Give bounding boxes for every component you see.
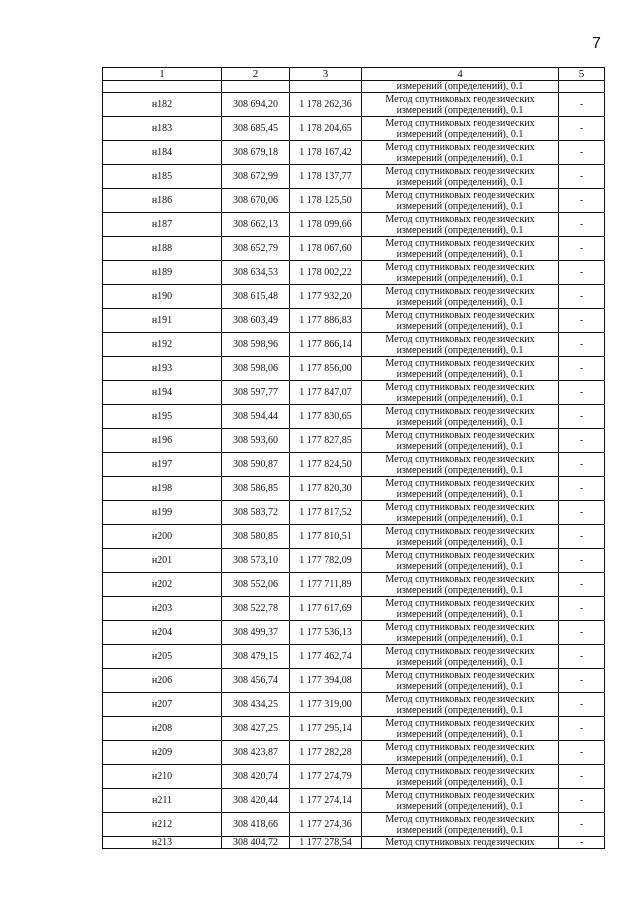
note-cell: - xyxy=(559,477,605,501)
x-coordinate-cell: 308 420,44 xyxy=(222,789,290,813)
method-cell: Метод спутниковых геодезических измерений (определений), 0.1 xyxy=(362,573,559,597)
point-cell: н199 xyxy=(103,501,222,525)
point-cell: н202 xyxy=(103,573,222,597)
point-cell: н196 xyxy=(103,429,222,453)
y-coordinate-cell: 1 178 204,65 xyxy=(290,117,362,141)
note-cell: - xyxy=(559,717,605,741)
method-cell: Метод спутниковых геодезических измерений (определений), 0.1 xyxy=(362,165,559,189)
table-row xyxy=(103,117,605,141)
note-cell: - xyxy=(559,237,605,261)
y-coordinate-cell: 1 177 847,07 xyxy=(290,381,362,405)
point-cell: н210 xyxy=(103,765,222,789)
coordinates-table xyxy=(102,67,605,849)
table-row xyxy=(103,93,605,117)
point-cell: н213 xyxy=(103,837,222,849)
point-cell: н185 xyxy=(103,165,222,189)
method-cell: Метод спутниковых геодезических измерений (определений), 0.1 xyxy=(362,333,559,357)
note-cell: - xyxy=(559,93,605,117)
table-row xyxy=(103,645,605,669)
y-coordinate-cell: 1 178 262,36 xyxy=(290,93,362,117)
note-cell: - xyxy=(559,549,605,573)
column-header: 4 xyxy=(362,68,559,81)
header-row xyxy=(103,68,605,81)
x-coordinate-cell: 308 404,72 xyxy=(222,837,290,849)
table-row xyxy=(103,381,605,405)
point-cell: н208 xyxy=(103,717,222,741)
x-coordinate-cell: 308 679,18 xyxy=(222,141,290,165)
y-coordinate-cell: 1 177 278,54 xyxy=(290,837,362,849)
y-coordinate-cell: 1 177 886,83 xyxy=(290,309,362,333)
y-coordinate-cell: 1 178 002,22 xyxy=(290,261,362,285)
x-coordinate-cell: 308 573,10 xyxy=(222,549,290,573)
note-cell: - xyxy=(559,429,605,453)
method-cell: Метод спутниковых геодезических измерений (определений), 0.1 xyxy=(362,453,559,477)
note-cell: - xyxy=(559,837,605,849)
note-cell: - xyxy=(559,789,605,813)
method-cell: Метод спутниковых геодезических измерений (определений), 0.1 xyxy=(362,237,559,261)
method-cell: Метод спутниковых геодезических измерений (определений), 0.1 xyxy=(362,405,559,429)
y-coordinate-cell: 1 177 820,30 xyxy=(290,477,362,501)
x-coordinate-cell: 308 434,25 xyxy=(222,693,290,717)
x-coordinate-cell: 308 418,66 xyxy=(222,813,290,837)
x-coordinate-cell: 308 594,44 xyxy=(222,405,290,429)
y-coordinate-cell: 1 177 866,14 xyxy=(290,333,362,357)
y-coordinate-cell: 1 177 824,50 xyxy=(290,453,362,477)
y-coordinate-cell: 1 177 295,14 xyxy=(290,717,362,741)
point-cell: н184 xyxy=(103,141,222,165)
empty-cell xyxy=(222,81,290,93)
y-coordinate-cell: 1 177 274,79 xyxy=(290,765,362,789)
note-cell: - xyxy=(559,213,605,237)
x-coordinate-cell: 308 685,45 xyxy=(222,117,290,141)
x-coordinate-cell: 308 694,20 xyxy=(222,93,290,117)
point-cell: н190 xyxy=(103,285,222,309)
x-coordinate-cell: 308 420,74 xyxy=(222,765,290,789)
table-row xyxy=(103,549,605,573)
x-coordinate-cell: 308 597,77 xyxy=(222,381,290,405)
table-row xyxy=(103,597,605,621)
point-cell: н189 xyxy=(103,261,222,285)
column-header: 3 xyxy=(290,68,362,81)
point-cell: н193 xyxy=(103,357,222,381)
point-cell: н195 xyxy=(103,405,222,429)
y-coordinate-cell: 1 177 462,74 xyxy=(290,645,362,669)
method-cell: Метод спутниковых геодезических измерений (определений), 0.1 xyxy=(362,93,559,117)
point-cell: н187 xyxy=(103,213,222,237)
note-cell: - xyxy=(559,405,605,429)
y-coordinate-cell: 1 177 711,89 xyxy=(290,573,362,597)
table-row xyxy=(103,453,605,477)
note-cell: - xyxy=(559,285,605,309)
x-coordinate-cell: 308 456,74 xyxy=(222,669,290,693)
method-cell: Метод спутниковых геодезических измерений (определений), 0.1 xyxy=(362,213,559,237)
x-coordinate-cell: 308 598,96 xyxy=(222,333,290,357)
x-coordinate-cell: 308 652,79 xyxy=(222,237,290,261)
x-coordinate-cell: 308 583,72 xyxy=(222,501,290,525)
table-row xyxy=(103,477,605,501)
note-cell: - xyxy=(559,741,605,765)
note-cell: - xyxy=(559,117,605,141)
table-row xyxy=(103,429,605,453)
point-cell: н198 xyxy=(103,477,222,501)
column-header: 2 xyxy=(222,68,290,81)
y-coordinate-cell: 1 177 617,69 xyxy=(290,597,362,621)
column-header: 1 xyxy=(103,68,222,81)
y-coordinate-cell: 1 177 274,36 xyxy=(290,813,362,837)
x-coordinate-cell: 308 670,06 xyxy=(222,189,290,213)
y-coordinate-cell: 1 177 830,65 xyxy=(290,405,362,429)
note-cell: - xyxy=(559,645,605,669)
x-coordinate-cell: 308 615,48 xyxy=(222,285,290,309)
y-coordinate-cell: 1 177 856,00 xyxy=(290,357,362,381)
method-cell: Метод спутниковых геодезических измерений (определений), 0.1 xyxy=(362,117,559,141)
note-cell: - xyxy=(559,813,605,837)
table-row xyxy=(103,285,605,309)
table-row xyxy=(103,621,605,645)
y-coordinate-cell: 1 177 810,51 xyxy=(290,525,362,549)
note-cell: - xyxy=(559,189,605,213)
note-cell: - xyxy=(559,765,605,789)
method-cell: Метод спутниковых геодезических xyxy=(362,837,559,849)
point-cell: н191 xyxy=(103,309,222,333)
point-cell: н197 xyxy=(103,453,222,477)
note-cell: - xyxy=(559,453,605,477)
method-cell: Метод спутниковых геодезических измерений (определений), 0.1 xyxy=(362,621,559,645)
y-coordinate-cell: 1 177 319,00 xyxy=(290,693,362,717)
point-cell: н201 xyxy=(103,549,222,573)
note-cell: - xyxy=(559,525,605,549)
method-cell: Метод спутниковых геодезических измерений (определений), 0.1 xyxy=(362,789,559,813)
y-coordinate-cell: 1 177 932,20 xyxy=(290,285,362,309)
table-row xyxy=(103,309,605,333)
table-row xyxy=(103,813,605,837)
method-cell: Метод спутниковых геодезических измерений (определений), 0.1 xyxy=(362,669,559,693)
table-row xyxy=(103,525,605,549)
point-cell: н183 xyxy=(103,117,222,141)
note-cell: - xyxy=(559,693,605,717)
table-row xyxy=(103,165,605,189)
method-cell: Метод спутниковых геодезических измерений (определений), 0.1 xyxy=(362,597,559,621)
x-coordinate-cell: 308 603,49 xyxy=(222,309,290,333)
y-coordinate-cell: 1 177 536,13 xyxy=(290,621,362,645)
method-cell: Метод спутниковых геодезических измерений (определений), 0.1 xyxy=(362,813,559,837)
x-coordinate-cell: 308 598,06 xyxy=(222,357,290,381)
table-row xyxy=(103,669,605,693)
table-row xyxy=(103,765,605,789)
method-cell: Метод спутниковых геодезических измерений (определений), 0.1 xyxy=(362,717,559,741)
point-cell: н211 xyxy=(103,789,222,813)
x-coordinate-cell: 308 586,85 xyxy=(222,477,290,501)
table-row xyxy=(103,405,605,429)
y-coordinate-cell: 1 177 817,52 xyxy=(290,501,362,525)
method-cell: Метод спутниковых геодезических измерений (определений), 0.1 xyxy=(362,765,559,789)
point-cell: н194 xyxy=(103,381,222,405)
point-cell: н204 xyxy=(103,621,222,645)
method-cell: Метод спутниковых геодезических измерений (определений), 0.1 xyxy=(362,693,559,717)
note-cell: - xyxy=(559,141,605,165)
x-coordinate-cell: 308 552,06 xyxy=(222,573,290,597)
table-row xyxy=(103,741,605,765)
x-coordinate-cell: 308 662,13 xyxy=(222,213,290,237)
table-row xyxy=(103,237,605,261)
table-row xyxy=(103,357,605,381)
table-row xyxy=(103,333,605,357)
table-row xyxy=(103,189,605,213)
x-coordinate-cell: 308 593,60 xyxy=(222,429,290,453)
y-coordinate-cell: 1 177 827,85 xyxy=(290,429,362,453)
empty-cell xyxy=(559,81,605,93)
note-cell: - xyxy=(559,309,605,333)
note-cell: - xyxy=(559,381,605,405)
point-cell: н209 xyxy=(103,741,222,765)
method-cell: Метод спутниковых геодезических измерений (определений), 0.1 xyxy=(362,141,559,165)
point-cell: н188 xyxy=(103,237,222,261)
empty-cell xyxy=(103,81,222,93)
method-cell: Метод спутниковых геодезических измерений (определений), 0.1 xyxy=(362,477,559,501)
x-coordinate-cell: 308 522,78 xyxy=(222,597,290,621)
table-row xyxy=(103,141,605,165)
method-cell: Метод спутниковых геодезических измерений (определений), 0.1 xyxy=(362,309,559,333)
note-cell: - xyxy=(559,165,605,189)
point-cell: н205 xyxy=(103,645,222,669)
note-cell: - xyxy=(559,501,605,525)
method-cell: Метод спутниковых геодезических измерений (определений), 0.1 xyxy=(362,357,559,381)
table-body xyxy=(103,68,605,849)
y-coordinate-cell: 1 178 099,66 xyxy=(290,213,362,237)
x-coordinate-cell: 308 590,87 xyxy=(222,453,290,477)
x-coordinate-cell: 308 634,53 xyxy=(222,261,290,285)
y-coordinate-cell: 1 178 137,77 xyxy=(290,165,362,189)
point-cell: н186 xyxy=(103,189,222,213)
note-cell: - xyxy=(559,597,605,621)
y-coordinate-cell: 1 178 125,50 xyxy=(290,189,362,213)
table-row xyxy=(103,693,605,717)
table-row xyxy=(103,501,605,525)
table-row xyxy=(103,213,605,237)
method-cell: Метод спутниковых геодезических измерений (определений), 0.1 xyxy=(362,501,559,525)
point-cell: н203 xyxy=(103,597,222,621)
table-row xyxy=(103,261,605,285)
method-cell: измерений (определений), 0.1 xyxy=(362,81,559,93)
point-cell: н182 xyxy=(103,93,222,117)
method-cell: Метод спутниковых геодезических измерений (определений), 0.1 xyxy=(362,741,559,765)
column-header: 5 xyxy=(559,68,605,81)
method-cell: Метод спутниковых геодезических измерений (определений), 0.1 xyxy=(362,645,559,669)
y-coordinate-cell: 1 177 274,14 xyxy=(290,789,362,813)
note-cell: - xyxy=(559,333,605,357)
method-cell: Метод спутниковых геодезических измерений (определений), 0.1 xyxy=(362,285,559,309)
note-cell: - xyxy=(559,621,605,645)
y-coordinate-cell: 1 177 394,08 xyxy=(290,669,362,693)
y-coordinate-cell: 1 178 167,42 xyxy=(290,141,362,165)
y-coordinate-cell: 1 178 067,60 xyxy=(290,237,362,261)
point-cell: н212 xyxy=(103,813,222,837)
point-cell: н206 xyxy=(103,669,222,693)
x-coordinate-cell: 308 580,85 xyxy=(222,525,290,549)
x-coordinate-cell: 308 479,15 xyxy=(222,645,290,669)
point-cell: н200 xyxy=(103,525,222,549)
method-cell: Метод спутниковых геодезических измерений (определений), 0.1 xyxy=(362,549,559,573)
continuation-row xyxy=(103,81,605,93)
point-cell: н192 xyxy=(103,333,222,357)
method-cell: Метод спутниковых геодезических измерений (определений), 0.1 xyxy=(362,381,559,405)
y-coordinate-cell: 1 177 282,28 xyxy=(290,741,362,765)
table-row xyxy=(103,717,605,741)
x-coordinate-cell: 308 427,25 xyxy=(222,717,290,741)
table-row xyxy=(103,573,605,597)
page-number: 7 xyxy=(592,35,601,52)
method-cell: Метод спутниковых геодезических измерений (определений), 0.1 xyxy=(362,189,559,213)
method-cell: Метод спутниковых геодезических измерений (определений), 0.1 xyxy=(362,429,559,453)
x-coordinate-cell: 308 423,87 xyxy=(222,741,290,765)
note-cell: - xyxy=(559,261,605,285)
note-cell: - xyxy=(559,669,605,693)
table-row xyxy=(103,837,605,849)
empty-cell xyxy=(290,81,362,93)
y-coordinate-cell: 1 177 782,09 xyxy=(290,549,362,573)
x-coordinate-cell: 308 499,37 xyxy=(222,621,290,645)
method-cell: Метод спутниковых геодезических измерений (определений), 0.1 xyxy=(362,525,559,549)
method-cell: Метод спутниковых геодезических измерений (определений), 0.1 xyxy=(362,261,559,285)
note-cell: - xyxy=(559,357,605,381)
note-cell: - xyxy=(559,573,605,597)
x-coordinate-cell: 308 672,99 xyxy=(222,165,290,189)
table-row xyxy=(103,789,605,813)
point-cell: н207 xyxy=(103,693,222,717)
